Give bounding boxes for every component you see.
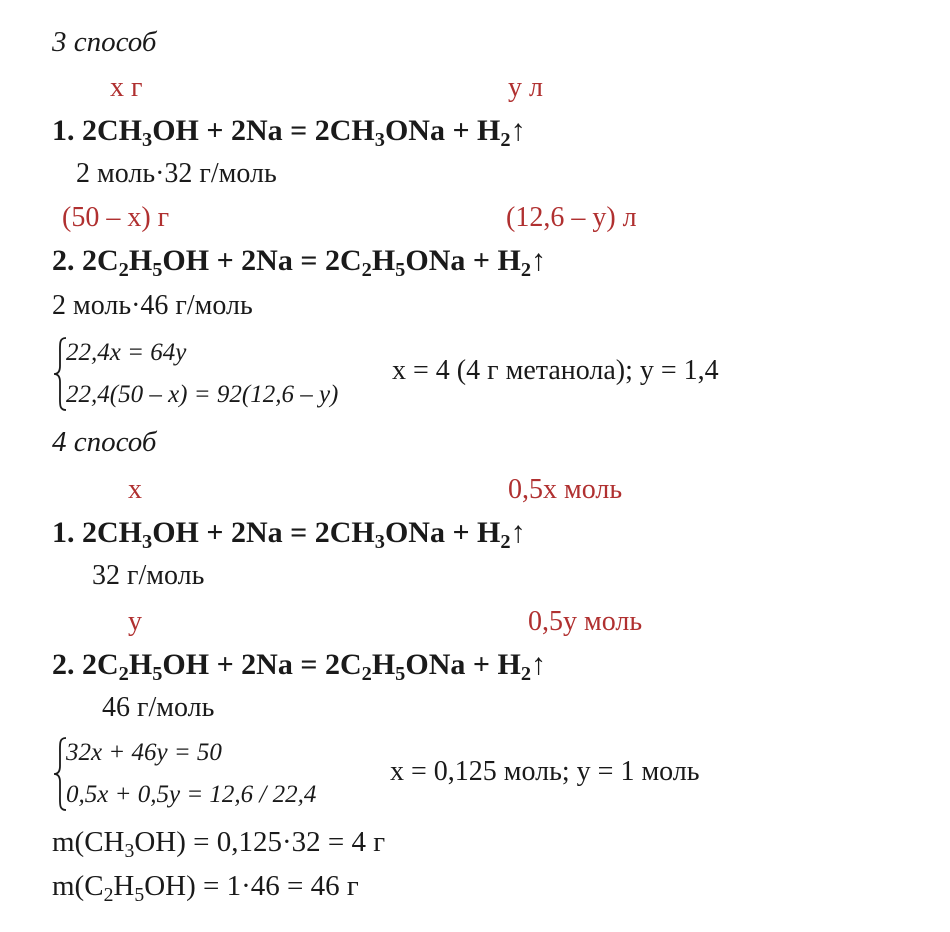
method4-r2-above-left: y bbox=[128, 606, 142, 637]
up-arrow-icon: ↑ bbox=[531, 244, 547, 277]
method4-equation-2: 2. 2C2H5OH + 2Na = 2C2H5ONa + H2↑ bbox=[52, 648, 547, 685]
method3-r1-above-left: x г bbox=[110, 72, 143, 103]
method3-r2-above-left: (50 – x) г bbox=[62, 202, 170, 233]
method4-r1-below: 32 г/моль bbox=[92, 560, 205, 591]
method3-r1-above-right: y л bbox=[508, 72, 543, 103]
method4-r1-above-right: 0,5x моль bbox=[508, 474, 623, 505]
up-arrow-icon: ↑ bbox=[531, 648, 547, 681]
method3-heading: 3 способ bbox=[52, 26, 157, 58]
up-arrow-icon: ↑ bbox=[510, 516, 526, 549]
method4-system-eq-1: 32x + 46y = 50 bbox=[66, 739, 222, 766]
method3-equation-1: 1. 2CH3OH + 2Na = 2CH3ONa + H2↑ bbox=[52, 114, 526, 151]
method4-r2-below: 46 г/моль bbox=[102, 692, 215, 723]
method3-system-eq-1: 22,4x = 64y bbox=[66, 339, 187, 366]
final-line-2: m(C2H5OH) = 1·46 = 46 г bbox=[52, 870, 359, 906]
method3-result: x = 4 (4 г метанола); y = 1,4 bbox=[392, 355, 719, 386]
method4-system-eq-2: 0,5x + 0,5y = 12,6 / 22,4 bbox=[66, 781, 317, 808]
method4-heading: 4 способ bbox=[52, 426, 157, 458]
method4-r2-above-right: 0,5y моль bbox=[528, 606, 643, 637]
up-arrow-icon: ↑ bbox=[510, 114, 526, 147]
method3-equation-2: 2. 2C2H5OH + 2Na = 2C2H5ONa + H2↑ bbox=[52, 244, 547, 281]
final-line-1: m(CH3OH) = 0,125·32 = 4 г bbox=[52, 826, 386, 862]
method3-r1-below: 2 моль·32 г/моль bbox=[76, 158, 277, 189]
method4-result: x = 0,125 моль; y = 1 моль bbox=[390, 756, 700, 787]
method4-r1-above-left: x bbox=[128, 474, 142, 505]
method3-system-eq-2: 22,4(50 – x) = 92(12,6 – y) bbox=[66, 381, 339, 408]
method3-r2-above-right: (12,6 – y) л bbox=[506, 202, 637, 233]
method3-r2-below: 2 моль·46 г/моль bbox=[52, 290, 253, 321]
method4-equation-1: 1. 2CH3OH + 2Na = 2CH3ONa + H2↑ bbox=[52, 516, 526, 553]
